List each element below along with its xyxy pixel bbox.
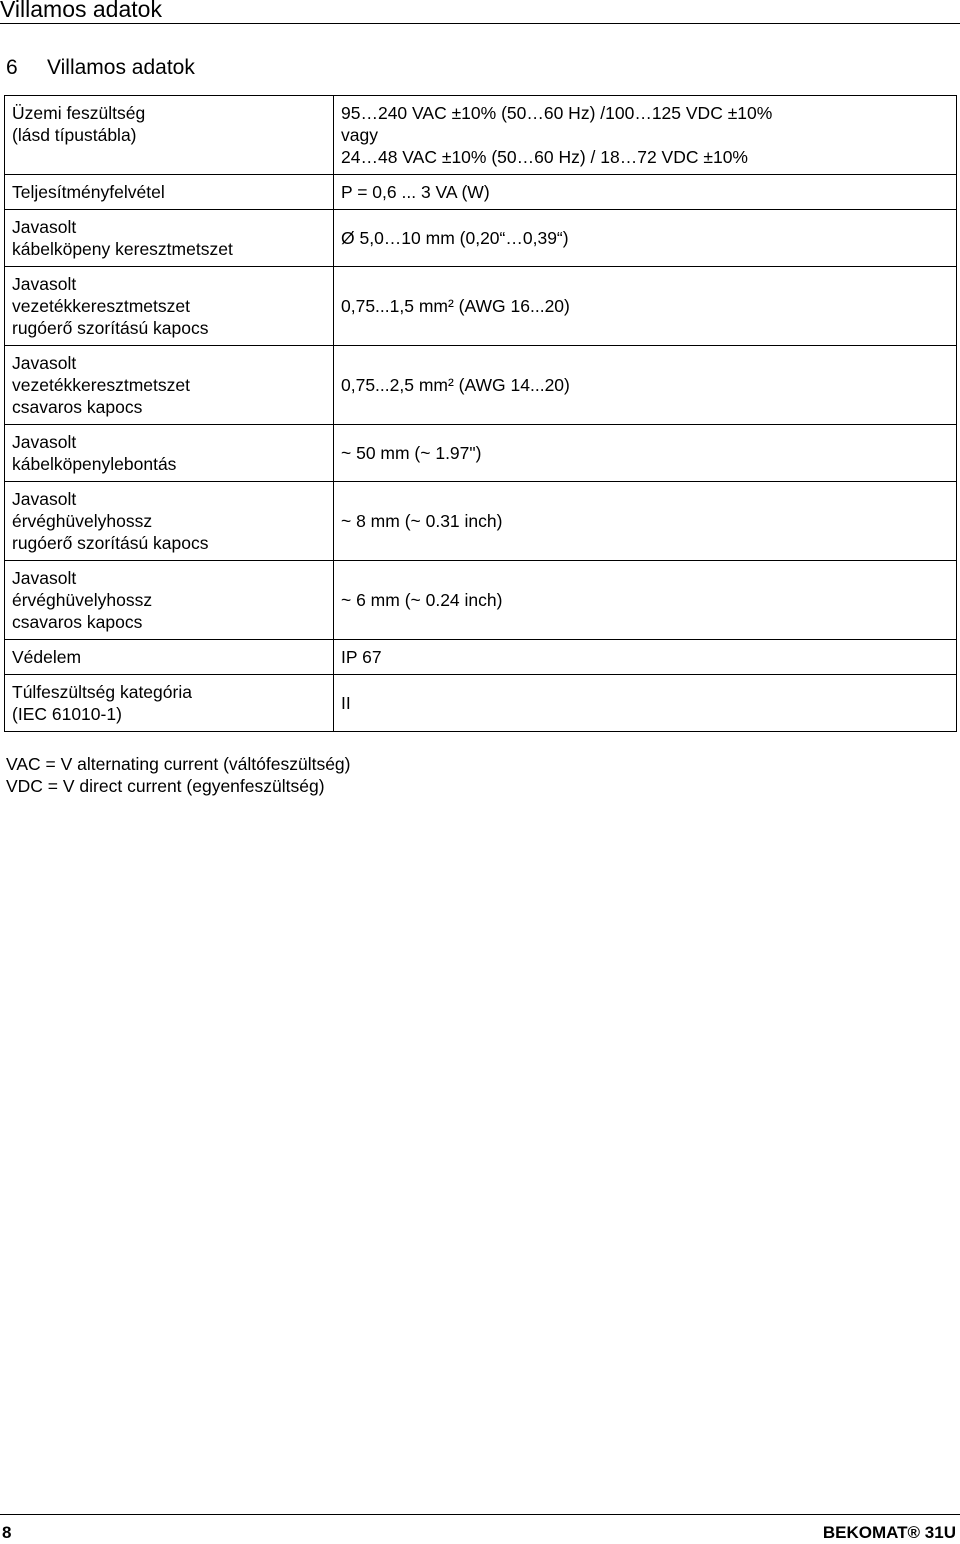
row-label-wire-section-spring: Javasolt vezetékkeresztmetszet rugóerő szorítású kapocs	[5, 267, 334, 346]
table-row	[5, 482, 957, 561]
row-label-protection: Védelem	[5, 640, 334, 675]
table-row	[5, 561, 957, 640]
page-number: 8	[2, 1523, 12, 1542]
row-label-cable-diameter: Javasolt kábelköpeny keresztmetszet	[5, 210, 334, 267]
row-value-ferrule-length-spring: ~ 8 mm (~ 0.31 inch)	[334, 482, 957, 561]
row-value-overvoltage-category: II	[334, 675, 957, 732]
footnotes	[6, 753, 351, 797]
row-label-sheath-stripping: Javasolt kábelköpenylebontás	[5, 425, 334, 482]
page-header	[0, 0, 960, 22]
section-number: 6	[6, 56, 18, 79]
product-name: BEKOMAT® 31U	[822, 1523, 956, 1542]
row-label-power-consumption: Teljesítményfelvétel	[5, 175, 334, 210]
footnote-vac: VAC = V alternating current (váltófeszültség)	[6, 754, 351, 774]
row-value-wire-section-spring: 0,75...1,5 mm² (AWG 16...20)	[334, 267, 957, 346]
table-row	[5, 346, 957, 425]
table-row	[5, 210, 957, 267]
table-row	[5, 175, 957, 210]
row-value-ferrule-length-screw: ~ 6 mm (~ 0.24 inch)	[334, 561, 957, 640]
table-row	[5, 675, 957, 732]
page-footer	[0, 1514, 960, 1544]
page-header-title: Villamos adatok	[0, 0, 162, 22]
table-row	[5, 640, 957, 675]
table-row	[5, 96, 957, 175]
footer-rule	[0, 1514, 960, 1515]
electrical-data-table	[4, 95, 957, 732]
row-label-wire-section-screw: Javasolt vezetékkeresztmetszet csavaros kapocs	[5, 346, 334, 425]
section-heading	[6, 56, 195, 80]
row-value-protection: IP 67	[334, 640, 957, 675]
row-value-wire-section-screw: 0,75...2,5 mm² (AWG 14...20)	[334, 346, 957, 425]
row-label-ferrule-length-screw: Javasolt érvéghüvelyhossz csavaros kapocs	[5, 561, 334, 640]
row-value-power-consumption: P = 0,6 ... 3 VA (W)	[334, 175, 957, 210]
row-value-cable-diameter: Ø 5,0…10 mm (0,20“…0,39“)	[334, 210, 957, 267]
row-label-ferrule-length-spring: Javasolt érvéghüvelyhossz rugóerő szorítású kapocs	[5, 482, 334, 561]
row-value-operating-voltage: 95…240 VAC ±10% (50…60 Hz) /100…125 VDC ±10% vagy 24…48 VAC ±10% (50…60 Hz) / 18…72 VDC ±10%	[334, 96, 957, 175]
row-label-operating-voltage: Üzemi feszültség (lásd típustábla)	[5, 96, 334, 175]
footnote-vdc: VDC = V direct current (egyenfeszültség)	[6, 776, 325, 796]
table-row	[5, 267, 957, 346]
table-row	[5, 425, 957, 482]
row-label-overvoltage-category: Túlfeszültség kategória (IEC 61010-1)	[5, 675, 334, 732]
row-value-sheath-stripping: ~ 50 mm (~ 1.97")	[334, 425, 957, 482]
header-rule	[0, 23, 960, 24]
section-title: Villamos adatok	[47, 56, 195, 79]
